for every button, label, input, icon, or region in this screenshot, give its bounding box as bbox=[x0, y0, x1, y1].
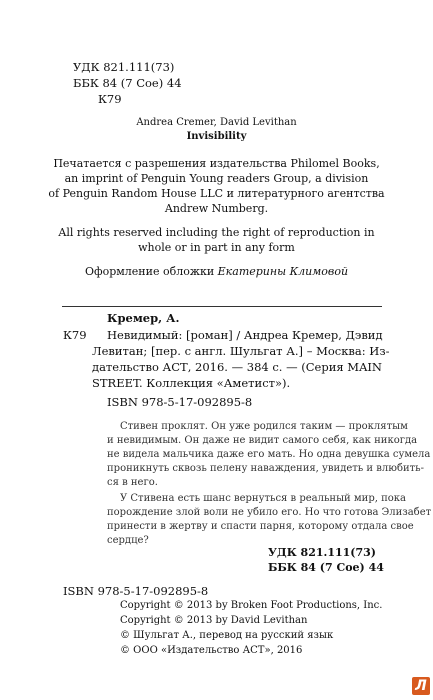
copyright-line: Copyright © 2013 by Broken Foot Productions, Inc. bbox=[120, 600, 383, 611]
copyright-line: Copyright © 2013 by David Levithan bbox=[120, 615, 308, 626]
catalog-line: дательство АСТ, 2016. — 384 с. — (Серия MAIN bbox=[92, 360, 382, 374]
catalog-author: Кремер, А. bbox=[107, 311, 180, 325]
catalog-line: Невидимый: [роман] / Андреа Кремер, Дэвид bbox=[107, 328, 383, 342]
annotation-line: и невидимым. Он даже не видит самого себя, как никогда bbox=[107, 435, 418, 446]
permission-line: of Penguin Random House LLC и литературного агентства bbox=[48, 187, 385, 200]
cover-design bbox=[0, 266, 433, 277]
cover-prefix: Оформление обложки bbox=[84, 265, 218, 278]
isbn-bottom: ISBN 978-5-17-092895-8 bbox=[63, 584, 209, 598]
annotation-line: проникнуть сквозь пелену наваждения, увидеть и влюбить- bbox=[107, 463, 425, 474]
rights-line: whole or in part in any form bbox=[138, 241, 295, 254]
cover-artist: Екатерины Климовой bbox=[217, 265, 349, 278]
original-authors: Andrea Cremer, David Levithan bbox=[136, 117, 297, 128]
divider bbox=[62, 306, 382, 307]
author-sign: К79 bbox=[98, 92, 122, 106]
permission-line: an imprint of Penguin Young readers Group, a division bbox=[64, 172, 369, 185]
bbk-code: ББК 84 (7 Сое) 44 bbox=[73, 76, 182, 90]
copyright-line: © ООО «Издательство АСТ», 2016 bbox=[120, 645, 303, 656]
catalog-code: К79 bbox=[63, 328, 87, 342]
annotation-line: принести в жертву и спасти парня, которому отдала свое bbox=[107, 521, 414, 532]
rights-line: All rights reserved including the right of reproduction in bbox=[58, 226, 375, 239]
catalog-line: STREET. Коллекция «Аметист»). bbox=[92, 376, 291, 390]
permission-line: Печатается с разрешения издательства Philomel Books, bbox=[53, 157, 380, 170]
annotation-line: Стивен проклят. Он уже родился таким — проклятым bbox=[120, 421, 408, 432]
annotation-line: ся в него. bbox=[107, 477, 158, 488]
bottom-bbk: ББК 84 (7 Сое) 44 bbox=[268, 561, 384, 574]
bottom-udk: УДК 821.111(73) bbox=[268, 546, 377, 559]
udk-code: УДК 821.111(73) bbox=[73, 60, 175, 74]
annotation-line: У Стивена есть шанс вернуться в реальный мир, пока bbox=[120, 493, 407, 504]
annotation-line: не видела мальчика даже его мать. Но одна девушка сумела bbox=[107, 449, 431, 460]
catalog-isbn: ISBN 978-5-17-092895-8 bbox=[107, 395, 253, 409]
annotation-line: сердце? bbox=[107, 535, 149, 546]
catalog-line: Левитан; [пер. с англ. Шульгат А.] – Москва: Из- bbox=[92, 344, 390, 358]
original-title: Invisibility bbox=[186, 131, 247, 142]
watermark-badge: Л bbox=[412, 677, 430, 695]
annotation-line: порождение злой воли не убило его. Но что готова Элизабет bbox=[107, 507, 432, 518]
copyright-line: © Шульгат А., перевод на русский язык bbox=[120, 630, 334, 641]
permission-line: Andrew Numberg. bbox=[164, 202, 269, 215]
